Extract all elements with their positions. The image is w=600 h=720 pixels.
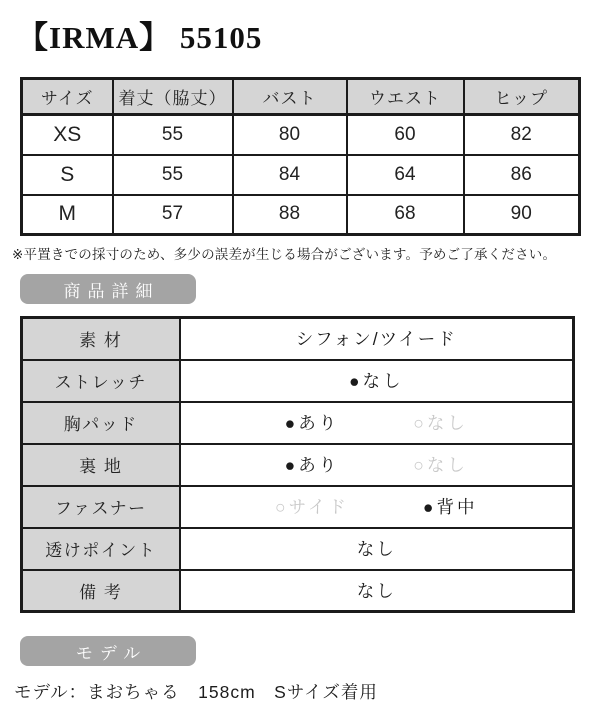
size-value-cell: 68 [347, 195, 464, 235]
details-table [20, 316, 575, 613]
size-value-cell: 60 [347, 115, 464, 155]
size-column-header: 着丈（脇丈） [113, 79, 233, 115]
detail-row [22, 318, 574, 360]
size-column-header: サイズ [22, 79, 113, 115]
detail-value-cell [180, 402, 574, 444]
size-value-cell: 90 [464, 195, 580, 235]
detail-row [22, 528, 574, 570]
size-row [22, 155, 580, 195]
detail-value-text: シフォン/ツイード [295, 329, 457, 350]
detail-options [181, 494, 573, 519]
size-value-cell: 86 [464, 155, 580, 195]
detail-label: 胸パッド [22, 402, 180, 444]
detail-value-cell [180, 570, 574, 612]
size-value-cell: 88 [233, 195, 347, 235]
size-value-cell: 84 [233, 155, 347, 195]
size-name-cell: M [22, 195, 113, 235]
option-unselected: ○なし [413, 413, 468, 433]
size-value-cell: 82 [464, 115, 580, 155]
detail-options [181, 452, 573, 477]
option-selected: ●あり [284, 413, 340, 433]
detail-row [22, 570, 574, 612]
size-column-header: ヒップ [464, 79, 580, 115]
detail-label: 素 材 [22, 318, 180, 360]
option-selected: ●あり [284, 455, 340, 475]
detail-options [181, 578, 573, 603]
size-name-cell: XS [22, 115, 113, 155]
detail-value-cell [180, 318, 574, 360]
size-value-cell: 55 [113, 115, 233, 155]
detail-value-cell [180, 444, 574, 486]
option-unselected: ○サイド [275, 497, 349, 517]
size-table-header-row [22, 79, 580, 115]
size-value-cell: 64 [347, 155, 464, 195]
size-column-header: ウエスト [347, 79, 464, 115]
option-unselected: ○なし [413, 455, 468, 475]
detail-row [22, 360, 574, 402]
detail-row [22, 402, 574, 444]
detail-options [181, 368, 573, 393]
model-section-badge: モデル [20, 636, 196, 666]
details-section-badge: 商品詳細 [20, 274, 196, 304]
size-row [22, 195, 580, 235]
detail-options [181, 326, 573, 351]
detail-label: ファスナー [22, 486, 180, 528]
size-table-body [22, 115, 580, 235]
product-title: 【IRMA】 55105 [17, 20, 263, 55]
option-selected: ●背中 [422, 497, 478, 517]
detail-options [181, 536, 573, 561]
option-selected: ●なし [348, 371, 404, 391]
size-column-header: バスト [233, 79, 347, 115]
size-value-cell: 55 [113, 155, 233, 195]
detail-row [22, 444, 574, 486]
detail-value-cell [180, 360, 574, 402]
detail-options [181, 410, 573, 435]
detail-value-cell [180, 528, 574, 570]
details-table-body [22, 318, 574, 612]
detail-label: 裏 地 [22, 444, 180, 486]
size-name-cell: S [22, 155, 113, 195]
detail-value-text: なし [356, 539, 396, 559]
detail-row [22, 486, 574, 528]
measurement-note: ※平置きでの採寸のため、多少の誤差が生じる場合がございます。予めご了承ください。 [12, 247, 557, 262]
model-info: モデル：まおちゃる 158cm Sサイズ着用 [14, 682, 378, 702]
size-table-header [22, 79, 580, 115]
detail-value-cell [180, 486, 574, 528]
size-value-cell: 80 [233, 115, 347, 155]
detail-label: 透けポイント [22, 528, 180, 570]
size-value-cell: 57 [113, 195, 233, 235]
detail-label: 備 考 [22, 570, 180, 612]
detail-value-text: なし [356, 580, 396, 601]
size-row [22, 115, 580, 155]
detail-label: ストレッチ [22, 360, 180, 402]
size-table [20, 77, 581, 236]
